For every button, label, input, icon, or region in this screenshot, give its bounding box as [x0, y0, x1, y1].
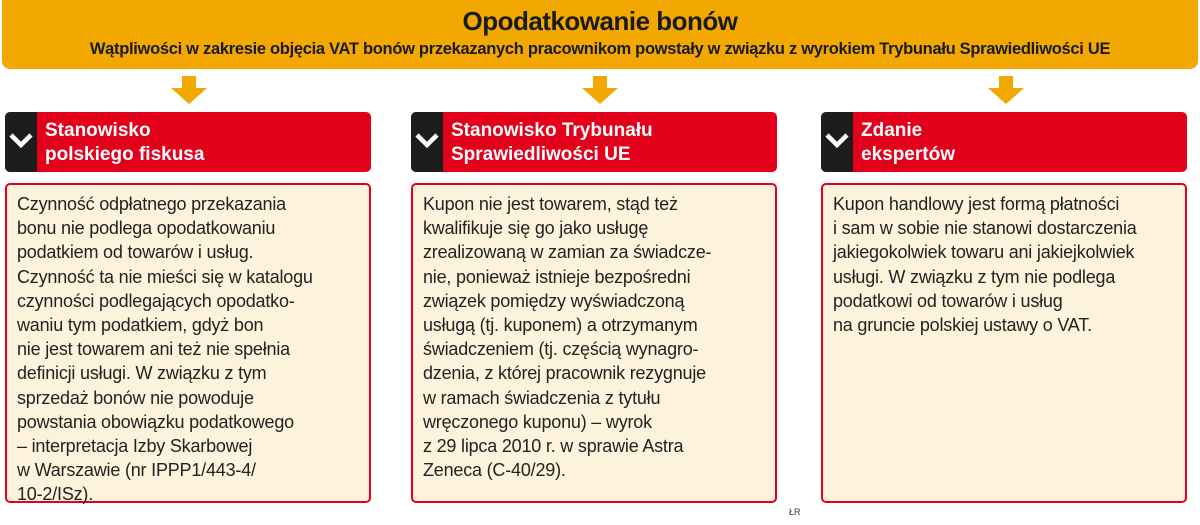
column-title-line: Sprawiedliwości UE	[451, 144, 631, 165]
text-line: czynności podlegających opodatko-	[17, 290, 295, 311]
text-line: podatkowi od towarów i usług	[833, 290, 1063, 311]
column-title-line: Stanowisko Trybunału	[451, 120, 653, 141]
chevron-down-icon	[821, 112, 853, 172]
column-title	[451, 119, 653, 167]
column-header	[5, 112, 371, 172]
text-line: w ramach świadczenia z tytułu	[423, 387, 661, 408]
text-line: waniu tym podatkiem, gdyż bon	[17, 315, 264, 336]
column-eu-court	[411, 112, 777, 503]
arrow-down-icon	[988, 76, 1024, 104]
column-header	[411, 112, 777, 172]
text-line: z 29 lipca 2010 r. w sprawie Astra	[423, 436, 684, 457]
arrow-down-icon	[582, 76, 618, 104]
text-line: Czynność odpłatnego przekazania	[17, 194, 286, 214]
page-title: Opodatkowanie bonów	[462, 6, 738, 36]
author-credit: ŁR	[789, 507, 801, 517]
text-line: usługi. W związku z tym nie podlega	[833, 266, 1116, 287]
column-title-line: Zdanie	[861, 120, 923, 141]
column-title	[861, 119, 955, 167]
text-line: Kupon handlowy jest formą płatności	[833, 194, 1120, 214]
text-line: kwalifikuje się go jako usługę	[423, 218, 649, 239]
column-title	[45, 119, 204, 167]
text-line: dzenia, z której pracownik rezygnuje	[423, 363, 706, 384]
text-line: usługą (tj. kuponem) a otrzymanym	[423, 315, 698, 336]
column-experts	[821, 112, 1187, 503]
column-text-box	[411, 183, 777, 503]
text-line: Czynność ta nie mieści się w katalogu	[17, 266, 313, 287]
text-line: na gruncie polskiej ustawy o VAT.	[833, 315, 1092, 336]
column-title-line: polskiego fiskusa	[45, 144, 205, 165]
text-line: powstania obowiązku podatkowego	[17, 411, 294, 432]
text-line: wręczonego kuponu) – wyrok	[423, 411, 652, 432]
column-polish-tax-authority	[5, 112, 371, 503]
arrow-down-icon	[171, 76, 207, 104]
chevron-down-icon	[411, 112, 443, 172]
column-text-box	[821, 183, 1187, 503]
text-line: – interpretacja Izby Skarbowej	[17, 436, 253, 457]
text-line: i sam w sobie nie stanowi dostarczenia	[833, 218, 1137, 239]
text-line: 10-2/ISz).	[17, 484, 94, 505]
page-subtitle: Wątpliwości w zakresie objęcia VAT bonów przekazanych pracownikom powstały w związku z wyrokiem Trybunału Sprawiedliwości UE	[89, 40, 1111, 58]
text-line: definicji usługi. W związku z tym	[17, 363, 267, 384]
text-line: świadczeniem (tj. częścią wynagro-	[423, 339, 699, 360]
text-line: Zeneca (C-40/29).	[423, 460, 566, 481]
chevron-down-icon	[5, 112, 37, 172]
text-line: bonu nie podlega opodatkowaniu	[17, 218, 276, 239]
text-line: jakiegokolwiek towaru ani jakiejkolwiek	[833, 242, 1135, 263]
text-line: w Warszawie (nr IPPP1/443-4/	[17, 460, 256, 481]
text-line: nie, ponieważ istnieje bezpośredni	[423, 266, 691, 287]
text-line: Kupon nie jest towarem, stąd też	[423, 194, 678, 214]
column-text-box	[5, 183, 371, 503]
text-line: sprzedaż bonów nie powoduje	[17, 387, 254, 408]
column-header	[821, 112, 1187, 172]
text-line: związek pomiędzy wyświadczoną	[423, 290, 685, 311]
header-banner	[2, 0, 1198, 69]
text-line: zrealizowaną w zamian za świadcze-	[423, 242, 712, 263]
text-line: nie jest towarem ani też nie spełnia	[17, 339, 290, 360]
column-title-line: Stanowisko	[45, 120, 151, 141]
text-line: podatkiem od towarów i usług.	[17, 242, 254, 263]
column-title-line: ekspertów	[861, 144, 955, 165]
